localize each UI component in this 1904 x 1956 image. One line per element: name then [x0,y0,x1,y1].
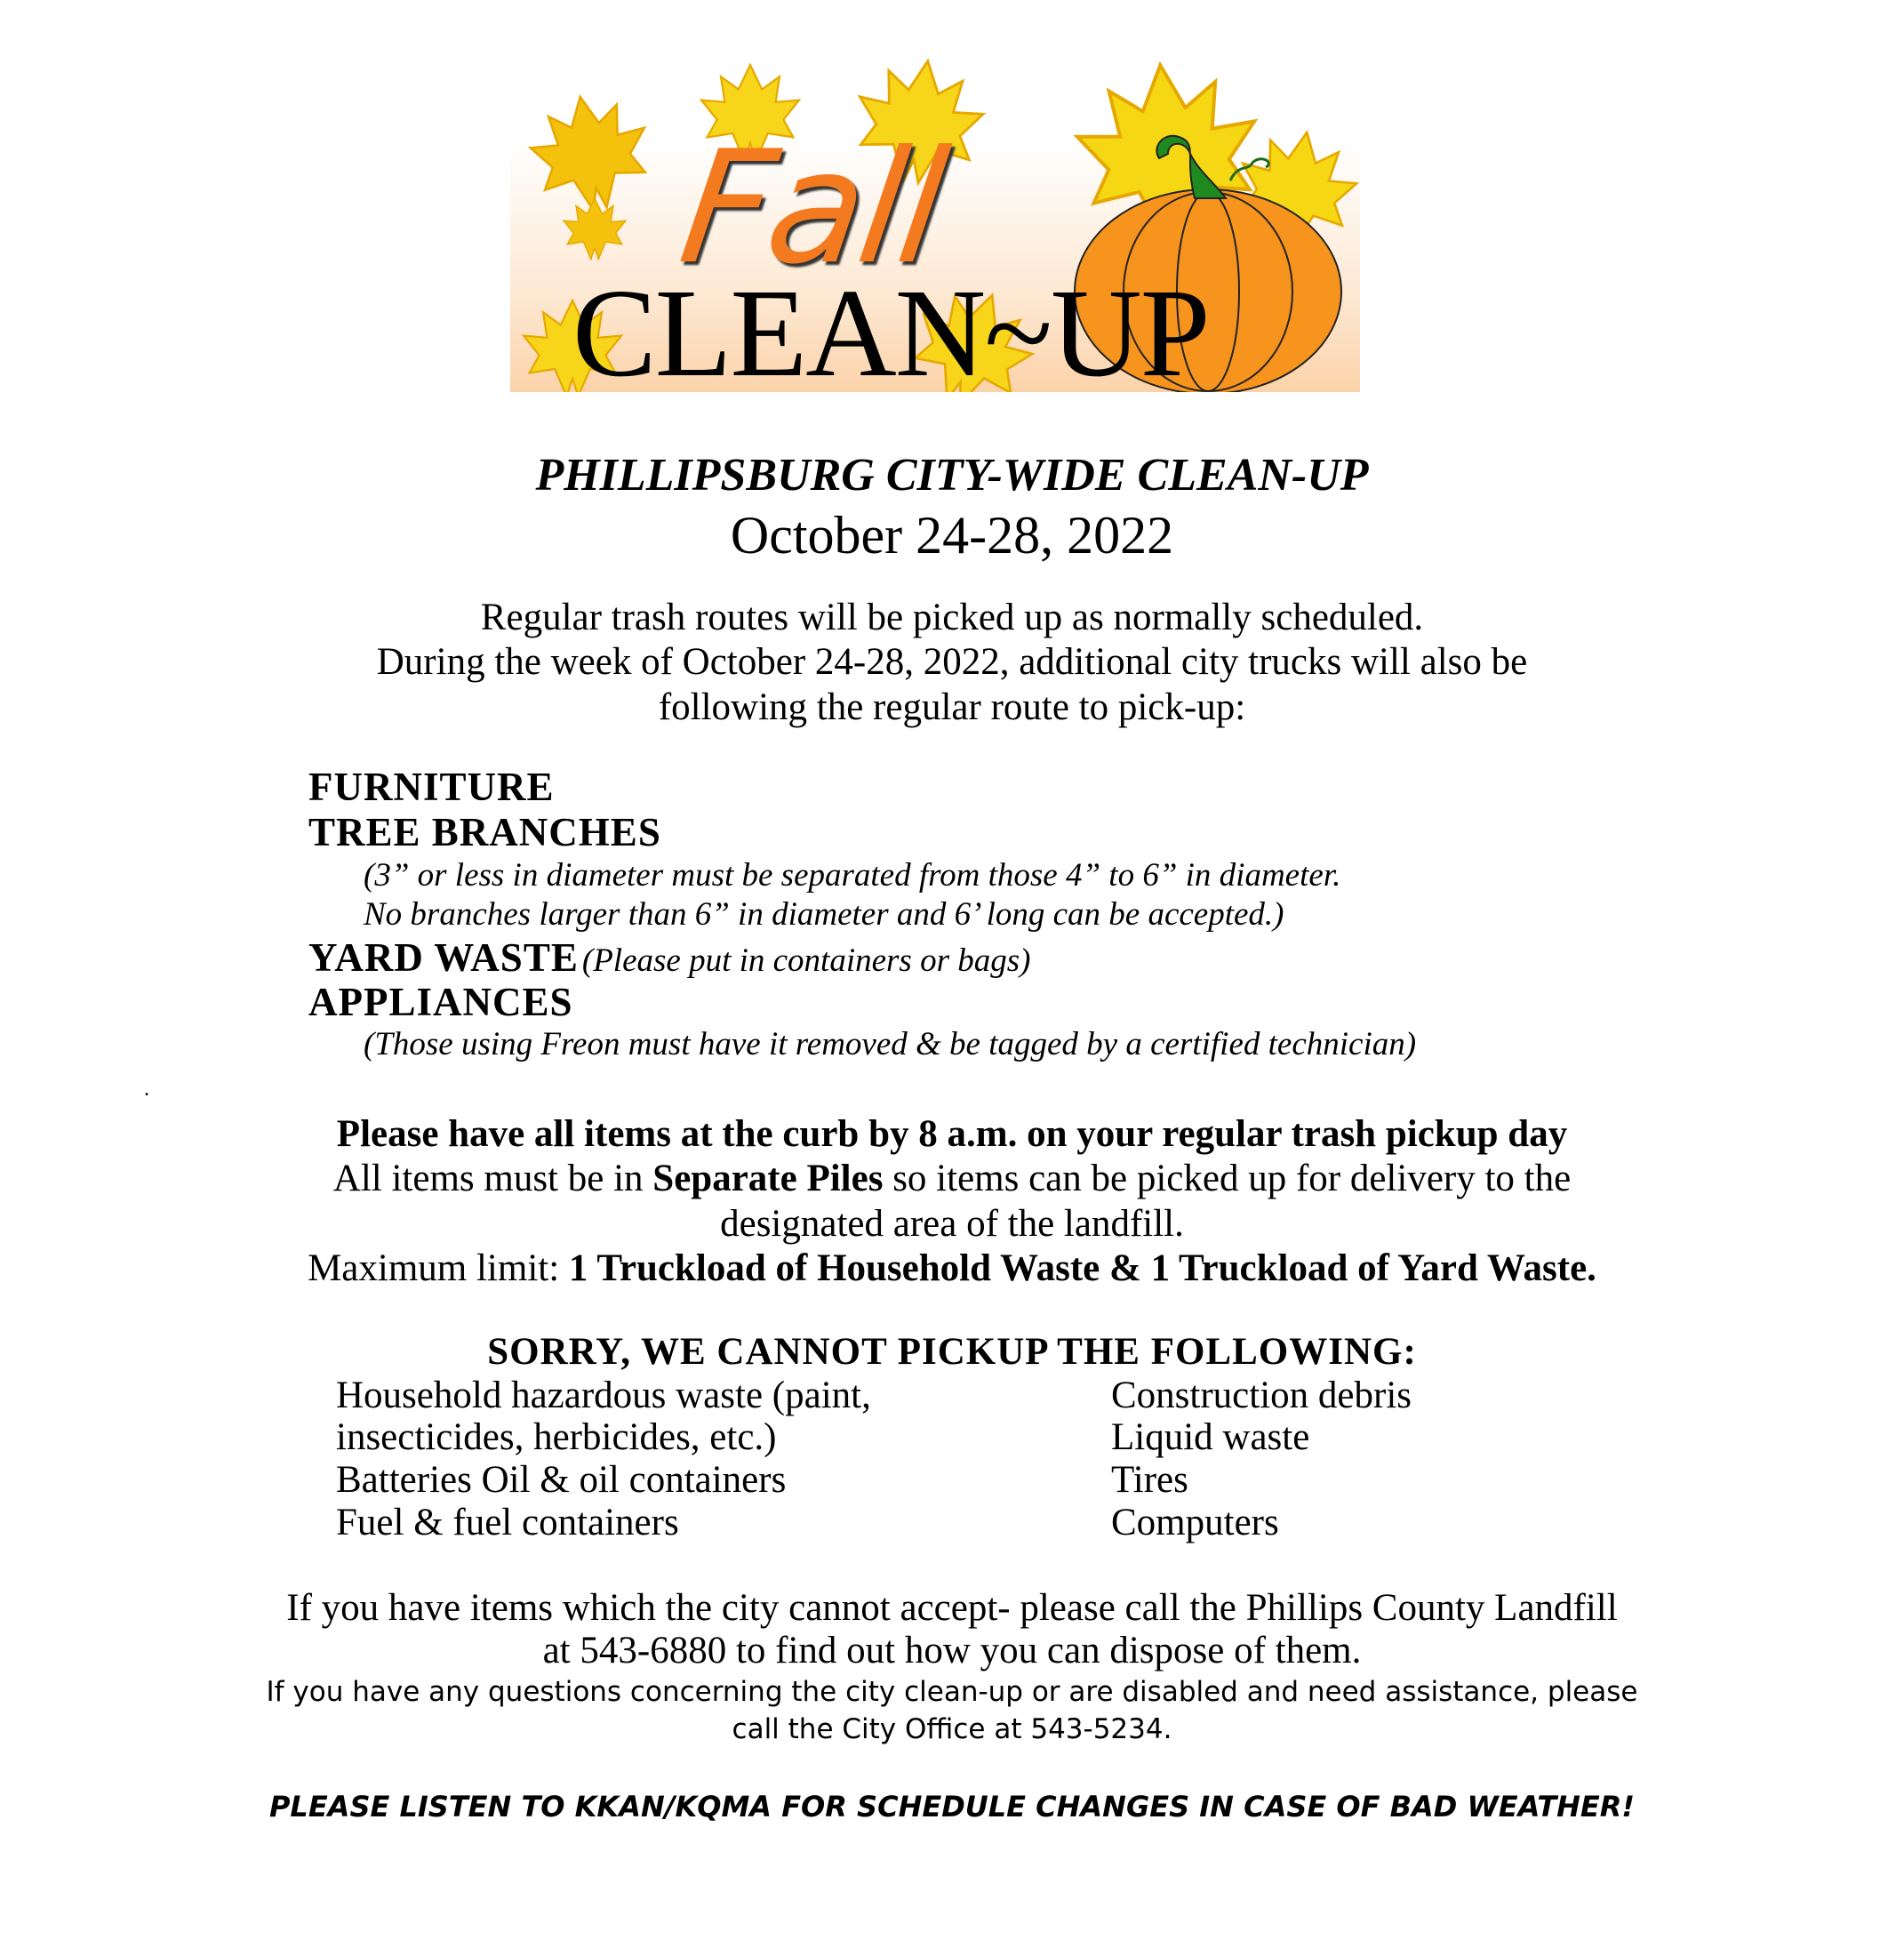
piles-post: so items can be picked up for delivery to the [883,1158,1572,1199]
appliance-note: (Those using Freon must have it removed & be tagged by a certified technician) [364,1026,1417,1062]
item-tree-branches: TREE BRANCHES [308,810,661,854]
cannot-left-1: insecticides, herbicides, etc.) [336,1416,777,1458]
item-appliances: APPLIANCES [308,980,573,1024]
max-bold: 1 Truckload of Household Waste & 1 Truckload of Yard Waste. [568,1247,1596,1289]
stray-dot: . [144,1078,149,1101]
leaf-icon [564,198,626,260]
questions-line-1: If you have any questions concerning the city clean-up or are disabled and need assistance, please [266,1676,1638,1708]
banner-fall-text: Fall [670,118,954,299]
max-pre: Maximum limit: [308,1247,569,1289]
cannot-left-3: Fuel & fuel containers [336,1502,679,1543]
intro-line-2: During the week of October 24-28, 2022, additional city trucks will also be [376,641,1528,683]
cannot-right-0: Construction debris [1111,1375,1412,1416]
cannot-heading: SORRY, WE CANNOT PICKUP THE FOLLOWING: [487,1331,1417,1373]
page-title: PHILLIPSBURG CITY-WIDE CLEAN-UP [535,450,1369,501]
leaf-icon [524,87,657,219]
curb-instruction: Please have all items at the curb by 8 a.m. on your regular trash pickup day [336,1113,1568,1155]
tree-note-2: No branches larger than 6” in diameter and 6’ long can be accepted.) [364,896,1284,933]
cannot-right-3: Computers [1111,1502,1279,1543]
intro-line-3: following the regular route to pick-up: [658,686,1246,728]
tree-note-1: (3” or less in diameter must be separated from those 4” to 6” in diameter. [364,857,1341,894]
cannot-left-2: Batteries Oil & oil containers [336,1459,787,1501]
intro-line-1: Regular trash routes will be picked up as normally scheduled. [480,597,1424,638]
piles-instruction [0,1157,1904,1200]
landfill-line-1: If you have items which the city cannot accept- please call the Phillips County Landfill [286,1587,1618,1629]
landfill-line-2: at 543-6880 to find out how you can dispose of them. [542,1630,1362,1671]
yard-note: (Please put in containers or bags) [581,942,1031,979]
event-date: October 24-28, 2022 [730,506,1174,565]
item-yard-waste-row [308,934,1030,981]
piles-pre: All items must be in [332,1158,653,1199]
fall-cleanup-banner [510,56,1360,392]
maximum-limit [0,1247,1904,1290]
cannot-left-0: Household hazardous waste (paint, [336,1375,871,1416]
questions-line-2: call the City Office at 543-5234. [732,1713,1172,1745]
banner-cleanup-text: CLEAN~UP [572,262,1209,392]
piles-bold: Separate Piles [652,1158,884,1199]
item-yard-waste: YARD WASTE [308,935,579,980]
cannot-right-2: Tires [1111,1459,1188,1501]
piles-line-2: designated area of the landfill. [720,1203,1184,1245]
weather-notice: PLEASE LISTEN TO KKAN/KQMA FOR SCHEDULE CHANGES IN CASE OF BAD WEATHER! [268,1790,1636,1824]
item-furniture: FURNITURE [308,765,555,809]
cannot-right-1: Liquid waste [1111,1416,1310,1458]
